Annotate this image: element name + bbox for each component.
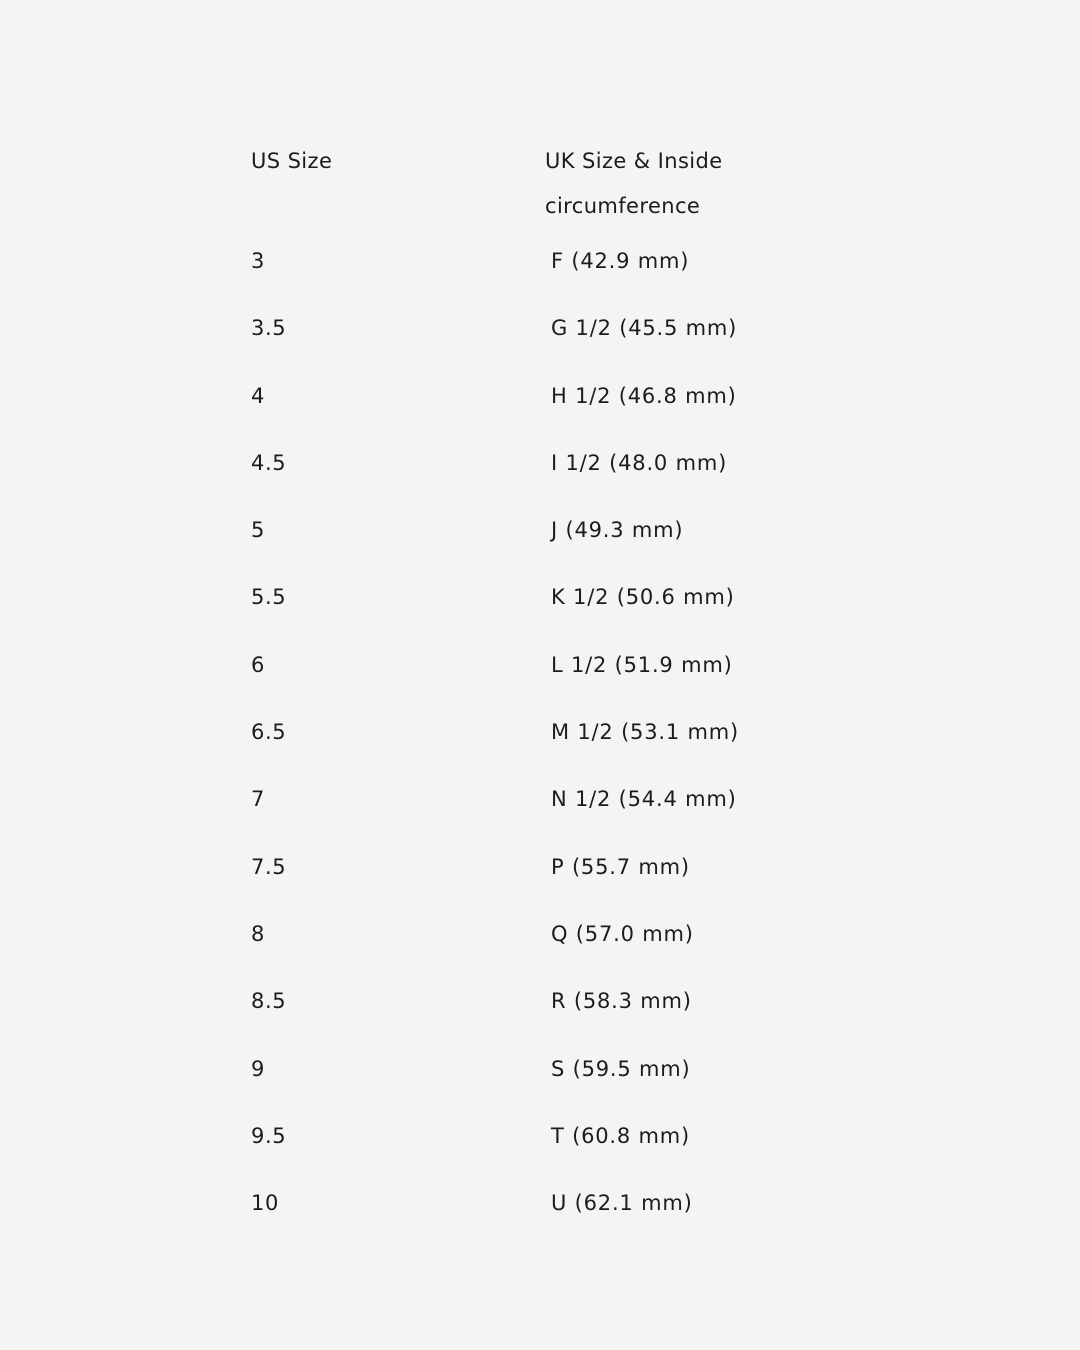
us-size-cell: 8.5 (251, 989, 287, 1014)
us-size-cell: 9.5 (251, 1123, 287, 1148)
us-size-cell: 4 (251, 383, 265, 408)
uk-size-cell: G 1/2 (45.5 mm) (551, 316, 738, 341)
ring-size-table (251, 138, 851, 1255)
us-size-cell: 5.5 (251, 585, 287, 610)
uk-size-cell: J (49.3 mm) (551, 518, 684, 543)
uk-size-cell: Q (57.0 mm) (551, 921, 694, 946)
us-size-header: US Size (251, 149, 333, 173)
table-row (251, 448, 851, 515)
us-size-cell: 3.5 (251, 316, 287, 341)
us-size-cell: 9 (251, 1056, 265, 1081)
table-row (251, 515, 851, 582)
table-body (251, 246, 851, 1255)
uk-size-cell: K 1/2 (50.6 mm) (551, 585, 735, 610)
us-size-cell: 6 (251, 652, 265, 677)
us-size-cell: 10 (251, 1191, 279, 1216)
uk-size-cell: H 1/2 (46.8 mm) (551, 383, 737, 408)
us-size-cell: 5 (251, 518, 265, 543)
table-row (251, 650, 851, 717)
table-header-row (251, 138, 851, 234)
uk-size-cell: F (42.9 mm) (551, 249, 690, 273)
uk-size-cell: M 1/2 (53.1 mm) (551, 720, 739, 745)
table-row (251, 1121, 851, 1188)
uk-size-cell: U (62.1 mm) (551, 1191, 693, 1216)
uk-size-header (545, 139, 805, 229)
table-row (251, 1188, 851, 1255)
uk-size-header-line-1: UK Size & Inside (545, 149, 723, 173)
us-size-cell: 3 (251, 249, 265, 273)
us-size-cell: 7.5 (251, 854, 287, 879)
us-size-cell: 8 (251, 921, 265, 946)
table-row (251, 582, 851, 649)
uk-size-cell: P (55.7 mm) (551, 854, 690, 879)
us-size-cell: 4.5 (251, 450, 287, 475)
uk-size-cell: T (60.8 mm) (551, 1123, 691, 1148)
uk-size-cell: S (59.5 mm) (551, 1056, 691, 1081)
uk-size-cell: L 1/2 (51.9 mm) (551, 652, 733, 677)
uk-size-header-line-2: circumference (545, 194, 701, 218)
us-size-cell: 7 (251, 787, 265, 812)
uk-size-cell: I 1/2 (48.0 mm) (551, 450, 728, 475)
table-row (251, 986, 851, 1053)
table-row (251, 919, 851, 986)
table-row (251, 784, 851, 851)
table-row (251, 717, 851, 784)
table-row (251, 852, 851, 919)
uk-size-cell: R (58.3 mm) (551, 989, 692, 1014)
us-size-cell: 6.5 (251, 720, 287, 745)
table-row (251, 313, 851, 380)
table-row (251, 246, 851, 313)
table-row (251, 1054, 851, 1121)
table-row (251, 381, 851, 448)
uk-size-cell: N 1/2 (54.4 mm) (551, 787, 737, 812)
